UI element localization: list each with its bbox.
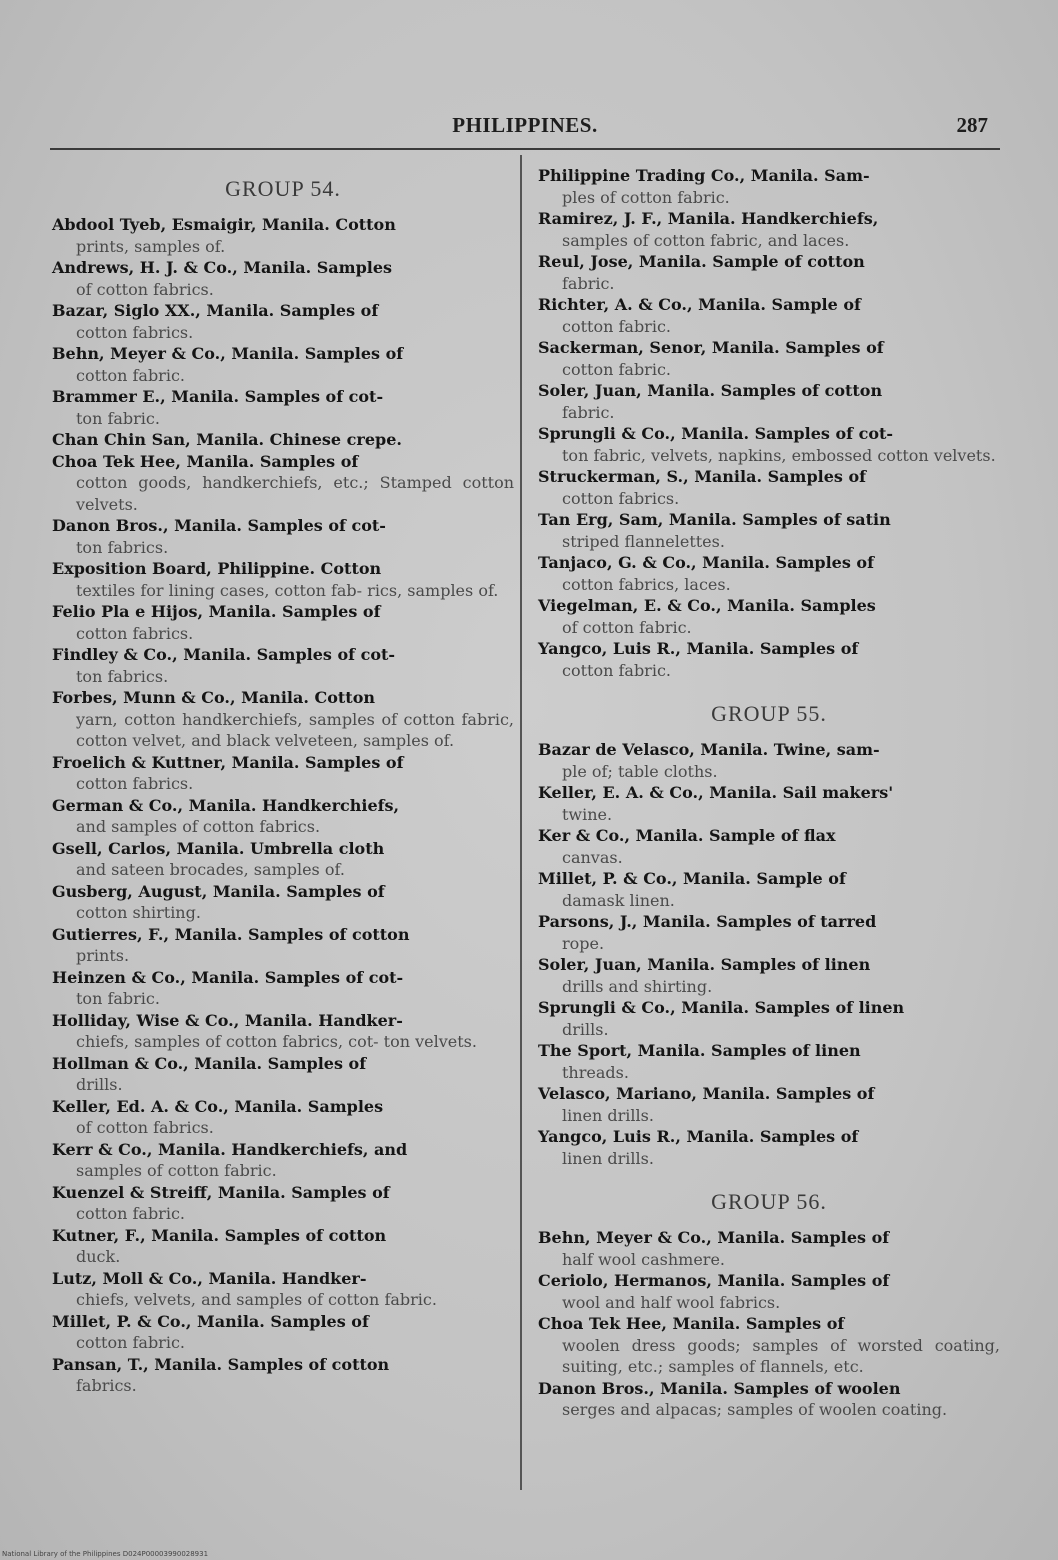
entry-exhibitor: Reul, Jose, Manila. Sample of cotton xyxy=(538,252,865,271)
entry-description: drills. xyxy=(76,1075,123,1094)
catalog-entry xyxy=(538,1378,1000,1421)
entry-description: cotton fabrics. xyxy=(76,774,194,793)
page-header xyxy=(0,113,1058,143)
catalog-entry xyxy=(52,1225,514,1268)
entry-exhibitor: Abdool Tyeb, Esmaigir, Manila. Cotton xyxy=(52,215,396,234)
catalog-entry xyxy=(538,466,1000,509)
entry-description: ton fabrics. xyxy=(76,537,169,557)
entry-exhibitor: The Sport, Manila. Samples of linen xyxy=(538,1041,861,1060)
entry-exhibitor: Heinzen & Co., Manila. Samples of cot- xyxy=(52,967,404,987)
entry-description: twine. xyxy=(562,804,613,824)
entry-exhibitor: Ramirez, J. F., Manila. Handkerchiefs, xyxy=(538,209,879,228)
entry-description: cotton fabric. xyxy=(76,1204,185,1223)
entry-description: cotton fabrics. xyxy=(76,623,194,643)
entry-description: fabric. xyxy=(562,402,615,422)
entry-description: yarn, cotton handkerchiefs, samples of cotton fabric, cotton velvet, and black velveteen, samples of. xyxy=(76,709,514,750)
entry-exhibitor: Millet, P. & Co., Manila. Sample of xyxy=(538,869,846,888)
entry-exhibitor: Choa Tek Hee, Manila. Samples of xyxy=(52,451,359,471)
entry-exhibitor: Kuenzel & Streiff, Manila. Samples of xyxy=(52,1182,390,1202)
entry-exhibitor: Brammer E., Manila. Samples of cot- xyxy=(52,387,384,406)
entry-description: of cotton fabrics. xyxy=(76,1118,214,1137)
entry-description: fabric. xyxy=(562,273,615,293)
entry-description: cotton goods, handkerchiefs, etc.; Stamped cotton velvets. xyxy=(76,473,514,514)
catalog-entry xyxy=(52,343,514,386)
entry-description: chiefs, velvets, and samples of cotton fabric. xyxy=(76,1290,437,1309)
catalog-entry xyxy=(538,739,1000,782)
catalog-entry xyxy=(538,165,1000,208)
column-divider xyxy=(520,155,522,1490)
catalog-entry xyxy=(538,825,1000,868)
entry-description: textiles for lining cases, cotton fab- rics, samples of. xyxy=(76,580,499,600)
entry-description: fabrics. xyxy=(76,1376,137,1395)
entry-exhibitor: Gutierres, F., Manila. Samples of cotton xyxy=(52,924,410,944)
entry-description: ton fabric. xyxy=(76,408,160,428)
page-number: 287 xyxy=(956,113,988,137)
catalog-entry xyxy=(52,1311,514,1354)
entry-exhibitor: Keller, Ed. A. & Co., Manila. Samples xyxy=(52,1096,384,1116)
entry-exhibitor: Parsons, J., Manila. Samples of tarred xyxy=(538,912,877,931)
entry-exhibitor: Velasco, Mariano, Manila. Samples of xyxy=(538,1084,875,1103)
entry-description: rope. xyxy=(562,933,605,953)
entry-description: cotton fabric. xyxy=(562,660,671,680)
entry-exhibitor: Tan Erg, Sam, Manila. Samples of satin xyxy=(538,510,891,529)
entry-exhibitor: Behn, Meyer & Co., Manila. Samples of xyxy=(538,1228,890,1247)
entry-exhibitor: Gsell, Carlos, Manila. Umbrella cloth xyxy=(52,838,385,858)
entry-exhibitor: Exposition Board, Philippine. Cotton xyxy=(52,559,382,578)
entry-description: cotton fabric. xyxy=(562,316,671,336)
entry-description: threads. xyxy=(562,1062,629,1082)
entry-exhibitor: Sprungli & Co., Manila. Samples of cot- xyxy=(538,424,894,443)
entry-description: and samples of cotton fabrics. xyxy=(76,817,321,836)
entry-description: serges and alpacas; samples of woolen coating. xyxy=(562,1400,948,1419)
catalog-entry xyxy=(538,1270,1000,1313)
catalog-entry xyxy=(538,1227,1000,1270)
entry-exhibitor: Danon Bros., Manila. Samples of cot- xyxy=(52,516,386,535)
entry-description: chiefs, samples of cotton fabrics, cot- ton velvets. xyxy=(76,1032,477,1051)
entry-description: linen drills. xyxy=(562,1105,654,1125)
entry-exhibitor: Tanjaco, G. & Co., Manila. Samples of xyxy=(538,553,874,572)
entry-description: ton fabric. xyxy=(76,989,160,1008)
catalog-entry xyxy=(538,595,1000,638)
entry-exhibitor: Keller, E. A. & Co., Manila. Sail makers' xyxy=(538,783,894,802)
entry-exhibitor: Bazar, Siglo XX., Manila. Samples of xyxy=(52,301,379,320)
entry-description: cotton fabric. xyxy=(562,359,671,379)
catalog-entry xyxy=(538,782,1000,825)
entry-exhibitor: Sprungli & Co., Manila. Samples of linen xyxy=(538,998,905,1017)
entry-description: duck. xyxy=(76,1247,121,1266)
entry-description: drills. xyxy=(562,1019,609,1039)
group-heading: GROUP 56. xyxy=(711,1189,827,1214)
entry-exhibitor: Yangco, Luis R., Manila. Samples of xyxy=(538,1127,859,1146)
entry-description: ple of; table cloths. xyxy=(562,761,718,781)
entry-exhibitor: Richter, A. & Co., Manila. Sample of xyxy=(538,295,861,314)
group-heading: GROUP 54. xyxy=(225,176,341,201)
entry-exhibitor: Philippine Trading Co., Manila. Sam- xyxy=(538,166,870,185)
catalog-entry xyxy=(52,515,514,558)
catalog-entry xyxy=(52,752,514,795)
entry-exhibitor: Forbes, Munn & Co., Manila. Cotton xyxy=(52,688,375,707)
entry-exhibitor: Struckerman, S., Manila. Samples of xyxy=(538,467,867,486)
entry-description: cotton fabric. xyxy=(76,1333,185,1352)
catalog-entry xyxy=(52,1354,514,1397)
entry-description: ton fabrics. xyxy=(76,666,169,686)
header-rule xyxy=(50,148,1000,150)
entry-exhibitor: Soler, Juan, Manila. Samples of linen xyxy=(538,955,871,974)
entry-exhibitor: Felio Pla e Hijos, Manila. Samples of xyxy=(52,602,381,621)
entry-exhibitor: Sackerman, Senor, Manila. Samples of xyxy=(538,338,884,357)
catalog-entry xyxy=(52,451,514,516)
entry-exhibitor: Ceriolo, Hermanos, Manila. Samples of xyxy=(538,1271,890,1290)
catalog-entry xyxy=(52,1268,514,1311)
entry-exhibitor: Chan Chin San, Manila. Chinese crepe. xyxy=(52,430,402,449)
catalog-entry xyxy=(52,924,514,967)
entry-exhibitor: Kerr & Co., Manila. Handkerchiefs, and xyxy=(52,1139,408,1159)
entry-description: wool and half wool fabrics. xyxy=(562,1292,781,1312)
catalog-entry xyxy=(538,911,1000,954)
entry-description: samples of cotton fabric, and laces. xyxy=(562,230,850,250)
entry-exhibitor: German & Co., Manila. Handkerchiefs, xyxy=(52,795,400,815)
entry-description: woolen dress goods; samples of worsted coating, suiting, etc.; samples of flannels, etc. xyxy=(562,1335,1000,1376)
entry-exhibitor: Choa Tek Hee, Manila. Samples of xyxy=(538,1314,845,1333)
catalog-entry xyxy=(538,294,1000,337)
catalog-entry xyxy=(52,601,514,644)
entry-description: cotton shirting. xyxy=(76,903,201,922)
entry-description: drills and shirting. xyxy=(562,976,713,996)
catalog-entry xyxy=(52,795,514,838)
entry-exhibitor: Gusberg, August, Manila. Samples of xyxy=(52,881,385,901)
catalog-entry xyxy=(538,954,1000,997)
entry-description: half wool cashmere. xyxy=(562,1249,725,1269)
entry-description: ton fabric, velvets, napkins, embossed cotton velvets. xyxy=(562,445,996,465)
entry-exhibitor: Andrews, H. J. & Co., Manila. Samples xyxy=(52,258,393,277)
entry-exhibitor: Ker & Co., Manila. Sample of flax xyxy=(538,826,836,845)
catalog-entry xyxy=(52,1182,514,1225)
catalog-entry xyxy=(538,1313,1000,1378)
entry-exhibitor: Behn, Meyer & Co., Manila. Samples of xyxy=(52,344,404,363)
catalog-entry xyxy=(538,337,1000,380)
entry-exhibitor: Froelich & Kuttner, Manila. Samples of xyxy=(52,752,404,772)
catalog-entry xyxy=(52,644,514,687)
entry-description: prints. xyxy=(76,946,130,965)
entry-description: and sateen brocades, samples of. xyxy=(76,860,345,879)
catalog-entry xyxy=(52,429,514,451)
catalog-entry xyxy=(52,967,514,1010)
right-column xyxy=(538,165,1000,1421)
catalog-entry xyxy=(538,251,1000,294)
catalog-entry xyxy=(52,1010,514,1053)
entry-exhibitor: Danon Bros., Manila. Samples of woolen xyxy=(538,1378,901,1398)
catalog-entry xyxy=(538,509,1000,552)
entry-description: striped flannelettes. xyxy=(562,531,725,551)
catalog-entry xyxy=(52,687,514,752)
catalog-entry xyxy=(52,838,514,881)
entry-exhibitor: Viegelman, E. & Co., Manila. Samples xyxy=(538,596,876,615)
entry-exhibitor: Kutner, F., Manila. Samples of cotton xyxy=(52,1225,387,1245)
catalog-entry xyxy=(538,208,1000,251)
entry-description: of cotton fabrics. xyxy=(76,279,214,299)
catalog-entry xyxy=(52,386,514,429)
catalog-entry xyxy=(538,1126,1000,1169)
entry-description: ples of cotton fabric. xyxy=(562,187,730,207)
entry-exhibitor: Lutz, Moll & Co., Manila. Handker- xyxy=(52,1268,367,1288)
catalog-entry xyxy=(52,1139,514,1182)
catalog-entry xyxy=(538,638,1000,681)
entry-exhibitor: Millet, P. & Co., Manila. Samples of xyxy=(52,1311,369,1331)
group-heading: GROUP 55. xyxy=(711,701,827,726)
entry-exhibitor: Hollman & Co., Manila. Samples of xyxy=(52,1053,367,1073)
catalog-entry xyxy=(52,1053,514,1096)
entry-exhibitor: Holliday, Wise & Co., Manila. Handker- xyxy=(52,1010,403,1030)
running-title: PHILIPPINES. xyxy=(452,113,598,137)
catalog-entry xyxy=(538,423,1000,466)
catalog-entry xyxy=(538,552,1000,595)
catalog-entry xyxy=(538,1083,1000,1126)
catalog-entry xyxy=(538,380,1000,423)
entry-exhibitor: Pansan, T., Manila. Samples of cotton xyxy=(52,1354,390,1374)
catalog-entry xyxy=(52,881,514,924)
catalog-entry xyxy=(52,257,514,300)
entry-exhibitor: Soler, Juan, Manila. Samples of cotton xyxy=(538,381,883,400)
entry-description: cotton fabrics. xyxy=(562,488,680,508)
entry-description: cotton fabrics. xyxy=(76,322,194,342)
entry-description: cotton fabrics, laces. xyxy=(562,574,731,594)
left-column xyxy=(52,168,514,1397)
catalog-entry xyxy=(52,1096,514,1139)
entry-description: of cotton fabric. xyxy=(562,617,692,637)
entry-exhibitor: Bazar de Velasco, Manila. Twine, sam- xyxy=(538,740,880,759)
catalog-entry xyxy=(538,1040,1000,1083)
entry-description: prints, samples of. xyxy=(76,236,226,256)
catalog-entry xyxy=(52,300,514,343)
entry-description: canvas. xyxy=(562,847,623,867)
entry-exhibitor: Yangco, Luis R., Manila. Samples of xyxy=(538,639,859,658)
catalog-entry xyxy=(52,558,514,601)
catalog-entry xyxy=(52,214,514,257)
entry-exhibitor: Findley & Co., Manila. Samples of cot- xyxy=(52,645,396,664)
entry-description: linen drills. xyxy=(562,1148,654,1168)
catalog-entry xyxy=(538,868,1000,911)
footer-note: National Library of the Philippines D024P00003990028931 xyxy=(2,1550,209,1558)
entry-description: cotton fabric. xyxy=(76,365,185,385)
entry-description: samples of cotton fabric. xyxy=(76,1161,277,1180)
entry-description: damask linen. xyxy=(562,890,675,910)
catalog-entry xyxy=(538,997,1000,1040)
